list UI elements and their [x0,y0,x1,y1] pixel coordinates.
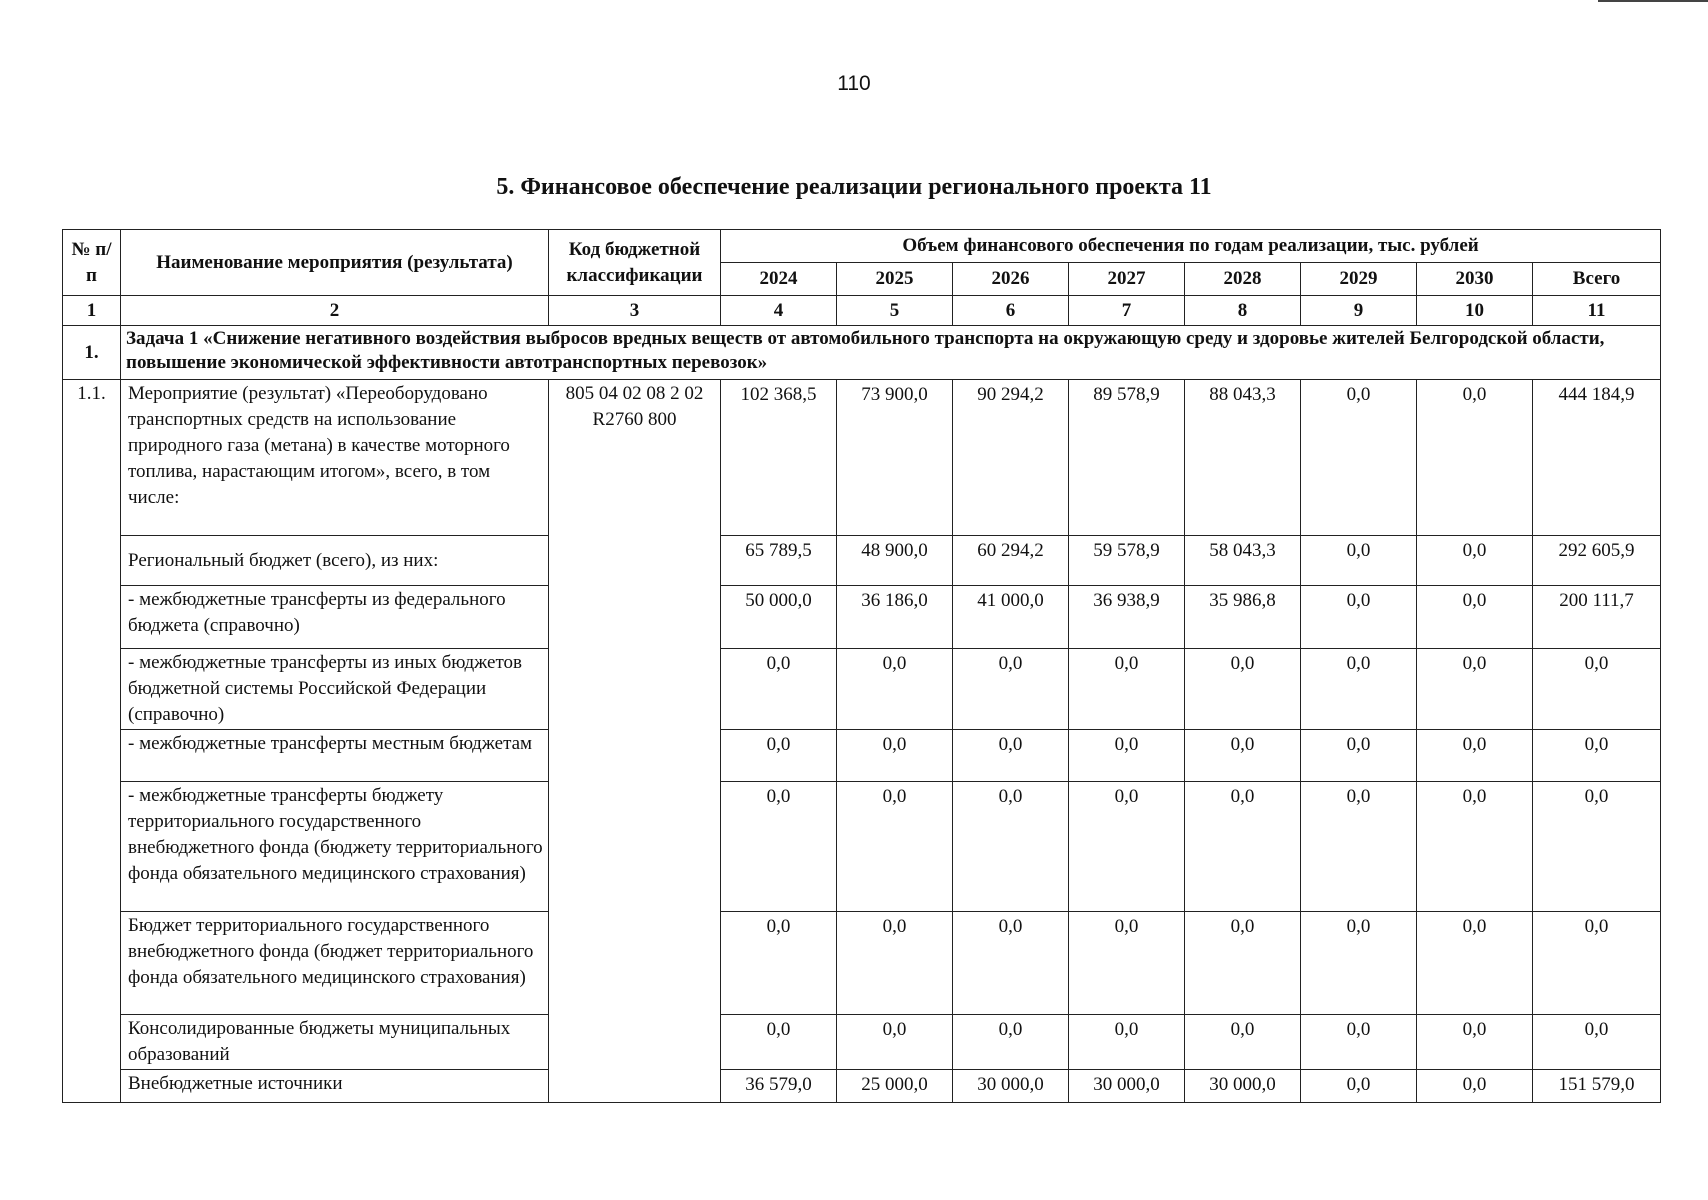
header-budget-code: Код бюджетной классификации [549,230,721,296]
column-number-5: 5 [837,296,953,326]
value-cell: 0,0 [953,649,1069,730]
value-cell: 0,0 [1417,730,1533,782]
value-cell: 90 294,2 [953,380,1069,536]
value-cell: 0,0 [1301,1070,1417,1103]
column-number-6: 6 [953,296,1069,326]
row-name: Мероприятие (результат) «Переоборудовано транспортных средств на использование природного газа (метана) в качестве моторного топлива, нарастающим итогом», всего, в том числе: [121,380,549,536]
value-cell: 41 000,0 [953,586,1069,649]
value-cell: 30 000,0 [1185,1070,1301,1103]
value-cell: 73 900,0 [837,380,953,536]
column-number-10: 10 [1417,296,1533,326]
value-cell: 0,0 [1417,1015,1533,1070]
column-number-2: 2 [121,296,549,326]
value-cell: 65 789,5 [721,536,837,586]
row-name: - межбюджетные трансферты из федерального бюджета (справочно) [121,586,549,649]
value-cell: 0,0 [1417,536,1533,586]
column-number-3: 3 [549,296,721,326]
value-cell: 0,0 [1301,730,1417,782]
value-cell: 0,0 [1533,1015,1661,1070]
value-cell: 0,0 [1069,649,1185,730]
value-cell: 0,0 [837,912,953,1015]
value-cell: 0,0 [953,912,1069,1015]
value-cell: 0,0 [1301,649,1417,730]
value-cell: 0,0 [721,782,837,912]
value-cell: 0,0 [837,1015,953,1070]
value-cell: 0,0 [837,649,953,730]
column-number-9: 9 [1301,296,1417,326]
value-cell: 0,0 [1417,782,1533,912]
value-cell: 35 986,8 [1185,586,1301,649]
value-cell: 102 368,5 [721,380,837,536]
value-cell: 0,0 [1533,782,1661,912]
header-year-6: 2030 [1417,263,1533,296]
header-year-3: 2027 [1069,263,1185,296]
header-financing-volume: Объем финансового обеспечения по годам реализации, тыс. рублей [721,230,1661,263]
task-text: Задача 1 «Снижение негативного воздействия выбросов вредных веществ от автомобильного транспорта на окружающую среду и здоровье жителей Белгородской области, повышение экономической эффективности автотранспортных перевозок» [121,326,1661,380]
value-cell: 30 000,0 [1069,1070,1185,1103]
table-row [63,649,1661,730]
value-cell: 0,0 [953,1015,1069,1070]
value-cell: 0,0 [1301,782,1417,912]
value-cell: 0,0 [953,782,1069,912]
value-cell: 0,0 [1301,1015,1417,1070]
column-number-1: 1 [63,296,121,326]
value-cell: 292 605,9 [1533,536,1661,586]
value-cell: 0,0 [1301,536,1417,586]
value-cell: 200 111,7 [1533,586,1661,649]
value-cell: 444 184,9 [1533,380,1661,536]
value-cell: 151 579,0 [1533,1070,1661,1103]
header-year-1: 2025 [837,263,953,296]
value-cell: 0,0 [1417,649,1533,730]
column-number-4: 4 [721,296,837,326]
table-row [63,1070,1661,1103]
header-year-7: Всего [1533,263,1661,296]
column-number-7: 7 [1069,296,1185,326]
value-cell: 0,0 [1185,782,1301,912]
header-year-4: 2028 [1185,263,1301,296]
value-cell: 88 043,3 [1185,380,1301,536]
header-activity-name: Наименование мероприятия (результата) [121,230,549,296]
value-cell: 89 578,9 [1069,380,1185,536]
page-number: 110 [837,72,871,95]
value-cell: 0,0 [721,1015,837,1070]
activity-num: 1.1. [63,380,121,1103]
table-row [63,586,1661,649]
value-cell: 0,0 [1533,649,1661,730]
value-cell: 0,0 [837,730,953,782]
header-year-2: 2026 [953,263,1069,296]
value-cell: 0,0 [1417,586,1533,649]
value-cell: 0,0 [1533,912,1661,1015]
row-name: Внебюджетные источники [121,1070,549,1103]
value-cell: 0,0 [1069,730,1185,782]
value-cell: 0,0 [1185,1015,1301,1070]
table-row [63,912,1661,1015]
value-cell: 0,0 [721,649,837,730]
task-row [63,326,1661,380]
value-cell: 48 900,0 [837,536,953,586]
value-cell: 0,0 [1185,649,1301,730]
header-row-1 [63,230,1661,263]
value-cell: 0,0 [837,782,953,912]
value-cell: 0,0 [1417,1070,1533,1103]
value-cell: 0,0 [1069,912,1185,1015]
value-cell: 0,0 [953,730,1069,782]
value-cell: 0,0 [1069,782,1185,912]
value-cell: 0,0 [1417,912,1533,1015]
table-row [63,1015,1661,1070]
row-name: - межбюджетные трансферты местным бюджетам [121,730,549,782]
column-number-row [63,296,1661,326]
value-cell: 36 938,9 [1069,586,1185,649]
value-cell: 0,0 [721,912,837,1015]
header-year-5: 2029 [1301,263,1417,296]
value-cell: 0,0 [1069,1015,1185,1070]
row-name: - межбюджетные трансферты из иных бюджетов бюджетной системы Российской Федерации (справочно) [121,649,549,730]
value-cell: 0,0 [1301,586,1417,649]
column-number-11: 11 [1533,296,1661,326]
value-cell: 0,0 [1185,730,1301,782]
value-cell: 0,0 [1301,912,1417,1015]
header-num: № п/п [63,230,121,296]
value-cell: 0,0 [1533,730,1661,782]
value-cell: 0,0 [1185,912,1301,1015]
row-name: Региональный бюджет (всего), из них: [121,536,549,586]
value-cell: 30 000,0 [953,1070,1069,1103]
page-title: 5. Финансовое обеспечение реализации регионального проекта 11 [496,174,1212,200]
table-row [63,536,1661,586]
value-cell: 36 186,0 [837,586,953,649]
top-edge-rule [1598,0,1708,2]
value-cell: 58 043,3 [1185,536,1301,586]
header-year-0: 2024 [721,263,837,296]
column-number-8: 8 [1185,296,1301,326]
task-num: 1. [63,326,121,380]
value-cell: 0,0 [721,730,837,782]
value-cell: 50 000,0 [721,586,837,649]
table-row [63,380,1661,536]
row-name: Бюджет территориального государственного внебюджетного фонда (бюджет территориального фонда обязательного медицинского страхования) [121,912,549,1015]
row-name: - межбюджетные трансферты бюджету территориального государственного внебюджетного фонда (бюджету территориального фонда обязательного медицинского страхования) [121,782,549,912]
table-row [63,730,1661,782]
table-row [63,782,1661,912]
financing-table [62,229,1661,1103]
value-cell: 0,0 [1301,380,1417,536]
value-cell: 59 578,9 [1069,536,1185,586]
value-cell: 36 579,0 [721,1070,837,1103]
value-cell: 0,0 [1417,380,1533,536]
row-name: Консолидированные бюджеты муниципальных образований [121,1015,549,1070]
value-cell: 25 000,0 [837,1070,953,1103]
value-cell: 60 294,2 [953,536,1069,586]
budget-code-cell: 805 04 02 08 2 02 R2760 800 [549,380,721,1103]
